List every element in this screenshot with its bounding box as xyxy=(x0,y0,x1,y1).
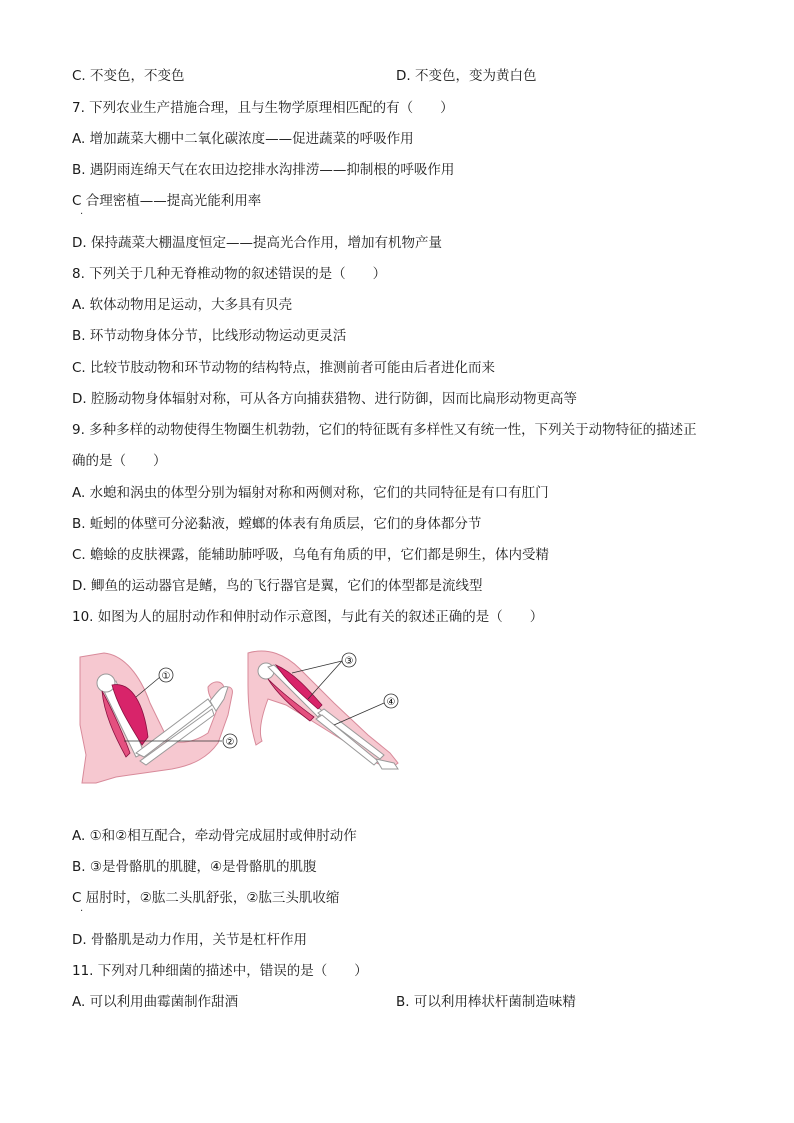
q9-stem: 9. 多种多样的动物使得生物圈生机勃勃，它们的特征既有多样性又有统一性，下列关于动物特征的描述正 xyxy=(72,422,697,438)
q8-option-d: D. 腔肠动物身体辐射对称，可从各方向捕获猎物、进行防御，因而比扁形动物更高等 xyxy=(72,391,577,407)
label-3: ③ xyxy=(344,656,354,667)
arm-muscle-figure xyxy=(72,645,412,795)
q11-option-b: B. 可以利用棒状杆菌制造味精 xyxy=(396,994,576,1010)
q6-option-c: C. 不变色，不变色 xyxy=(72,68,185,84)
q8-option-b: B. 环节动物身体分节，比线形动物运动更灵活 xyxy=(72,328,347,344)
q7-option-b: B. 遇阴雨连绵天气在农田边挖排水沟排涝——抑制根的呼吸作用 xyxy=(72,162,455,178)
q9-option-a: A. 水螅和涡虫的体型分别为辐射对称和两侧对称，它们的共同特征是有口有肛门 xyxy=(72,485,549,501)
q8-option-c: C. 比较节肢动物和环节动物的结构特点，推测前者可能由后者进化而来 xyxy=(72,360,496,376)
q10-option-a: A. ①和②相互配合，牵动骨完成屈肘或伸肘动作 xyxy=(72,828,357,844)
q9-option-c: C. 蟾蜍的皮肤裸露，能辅助肺呼吸，乌龟有角质的甲，它们都是卵生，体内受精 xyxy=(72,547,550,563)
label-1: ① xyxy=(161,671,171,682)
q10-stem: 10. 如图为人的屈肘动作和伸肘动作示意图，与此有关的叙述正确的是（ ） xyxy=(72,609,544,625)
q7-option-a: A. 增加蔬菜大棚中二氧化碳浓度——促进蔬菜的呼吸作用 xyxy=(72,131,414,147)
q7-option-d: D. 保持蔬菜大棚温度恒定——提高光合作用，增加有机物产量 xyxy=(72,235,442,251)
label-2: ② xyxy=(225,737,235,748)
q9-option-d: D. 鲫鱼的运动器官是鳍，鸟的飞行器官是翼，它们的体型都是流线型 xyxy=(72,578,483,594)
q11-option-a: A. 可以利用曲霉菌制作甜酒 xyxy=(72,994,239,1010)
flexed-arm xyxy=(80,653,237,783)
label-4: ④ xyxy=(386,697,396,708)
q8-option-a: A. 软体动物用足运动，大多具有贝壳 xyxy=(72,297,293,313)
q9-stem-cont: 确的是（ ） xyxy=(72,453,167,469)
q10-option-d: D. 骨骼肌是动力作用，关节是杠杆作用 xyxy=(72,932,307,948)
q10-option-b: B. ③是骨骼肌的肌腱，④是骨骼肌的肌腹 xyxy=(72,859,317,875)
dot-mark: · xyxy=(80,906,84,917)
q8-stem: 8. 下列关于几种无脊椎动物的叙述错误的是（ ） xyxy=(72,266,387,282)
q7-option-c: C 合理密植——提高光能利用率 xyxy=(72,193,262,209)
q9-option-b: B. 蚯蚓的体壁可分泌黏液，螳螂的体表有角质层，它们的身体都分节 xyxy=(72,516,482,532)
q10-option-c: C 屈肘时，②肱二头肌舒张，②肱三头肌收缩 xyxy=(72,890,340,906)
dot-mark: · xyxy=(80,209,84,220)
q6-option-d: D. 不变色，变为黄白色 xyxy=(396,68,537,84)
extended-arm xyxy=(248,651,398,769)
q7-stem: 7. 下列农业生产措施合理，且与生物学原理相匹配的有（ ） xyxy=(72,100,454,116)
q11-stem: 11. 下列对几种细菌的描述中，错误的是（ ） xyxy=(72,963,368,979)
